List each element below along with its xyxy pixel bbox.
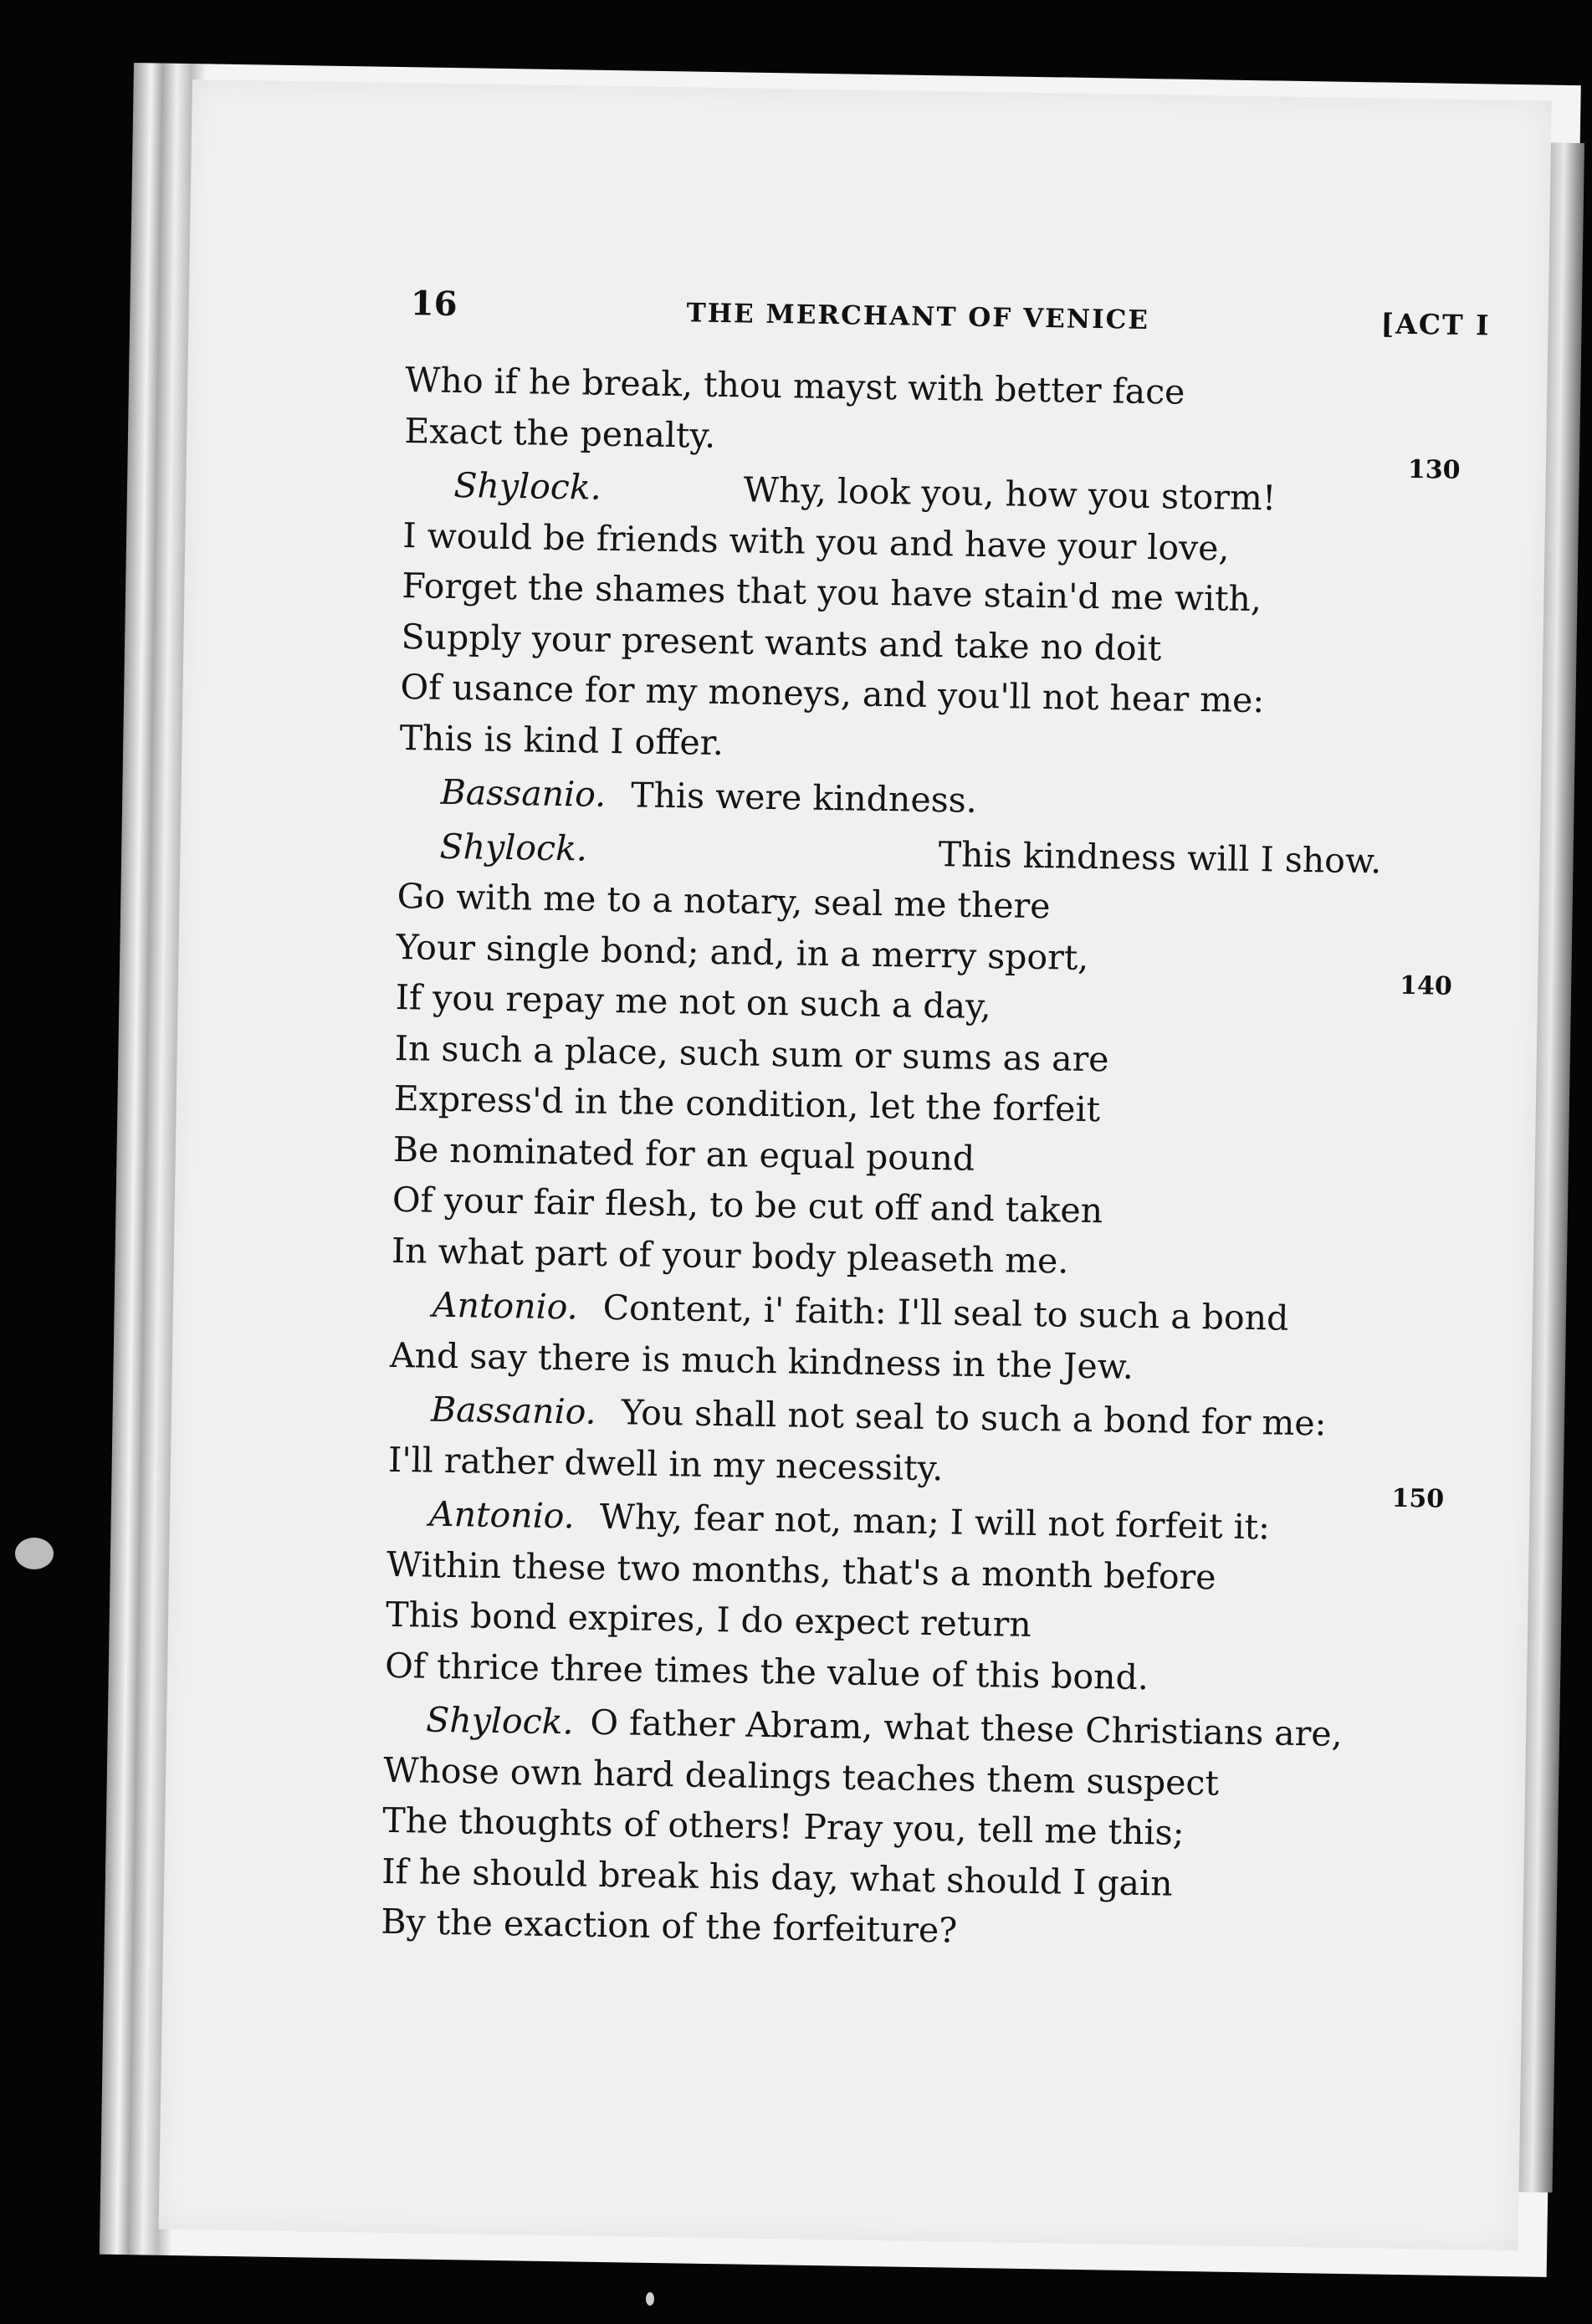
line-text: This kindness will I show. [938, 833, 1382, 881]
line-text: Be nominated for an equal pound [392, 1129, 975, 1179]
line-text: If you repay me not on such a day, [395, 976, 992, 1027]
line-text: In such a place, such sum or sums as are [394, 1027, 1109, 1079]
speaker-name: Shylock. [425, 1699, 574, 1743]
line-text: The thoughts of others! Pray you, tell me this; [381, 1799, 1185, 1853]
line-text: This were kindness. [630, 775, 978, 821]
line-number: 130 [1407, 454, 1461, 485]
book-page [159, 79, 1552, 2250]
speaker-name: Antonio. [432, 1284, 579, 1328]
line-text: By the exaction of the forfeiture? [381, 1901, 958, 1951]
line-text: This bond expires, I do expect return [385, 1594, 1032, 1645]
line-text: Express'd in the condition, let the forfeit [393, 1078, 1101, 1130]
line-text: Whose own hard dealings teaches them suspect [382, 1749, 1220, 1804]
line-text: Supply your present wants and take no doit [401, 616, 1162, 668]
line-text: Exact the penalty. [404, 410, 716, 456]
line-text: Content, i' faith: I'll seal to such a bond [602, 1287, 1289, 1339]
line-text: Of thrice three times the value of this bond. [384, 1645, 1149, 1697]
line-text: I would be friends with you and have your love, [402, 514, 1230, 569]
line-text: Of your fair flesh, to be cut off and taken [392, 1179, 1103, 1231]
speaker-name: Shylock. [439, 826, 588, 869]
running-title: THE MERCHANT OF VENICE [686, 298, 1150, 336]
page-header [410, 284, 1498, 351]
line-text: Who if he break, thou mayst with better face [405, 360, 1185, 412]
film-speck [15, 1538, 54, 1569]
speaker-gap [587, 860, 939, 866]
speaker-name: Antonio. [428, 1493, 576, 1537]
line-text: Your single bond; and, in a merry sport, [396, 926, 1089, 978]
speaker-name: Shylock. [453, 464, 602, 508]
line-text: If he should break his day, what should I gain [381, 1850, 1173, 1904]
film-speck [646, 2292, 654, 2306]
page-number: 16 [410, 284, 458, 325]
speaker-name: Bassanio. [440, 771, 607, 815]
line-text: I'll rather dwell in my necessity. [387, 1439, 944, 1488]
line-text: Why, fear not, man; I will not forfeit it: [599, 1496, 1271, 1548]
speaker-gap [601, 499, 743, 502]
line-text: Of usance for my moneys, and you'll not hear me: [400, 666, 1265, 721]
line-text: And say there is much kindness in the Jew. [389, 1334, 1134, 1387]
line-text: Forget the shames that you have stain'd me with, [402, 566, 1262, 620]
act-label: [ACT I [1380, 307, 1491, 342]
speaker-name: Bassanio. [430, 1389, 597, 1432]
line-text: This is kind I offer. [399, 717, 724, 763]
line-text: O father Abram, what these Christians are, [590, 1702, 1343, 1754]
play-text [381, 355, 1468, 1963]
line-text: Why, look you, how you storm! [743, 469, 1277, 519]
line-text: You shall not seal to such a bond for me: [621, 1392, 1327, 1444]
line-text: Within these two months, that's a month before [386, 1543, 1216, 1597]
line-number: 150 [1391, 1483, 1445, 1514]
line-number: 140 [1399, 970, 1453, 1001]
line-text: Go with me to a notary, seal me there [397, 875, 1051, 927]
line-text: In what part of your body pleaseth me. [391, 1230, 1069, 1282]
